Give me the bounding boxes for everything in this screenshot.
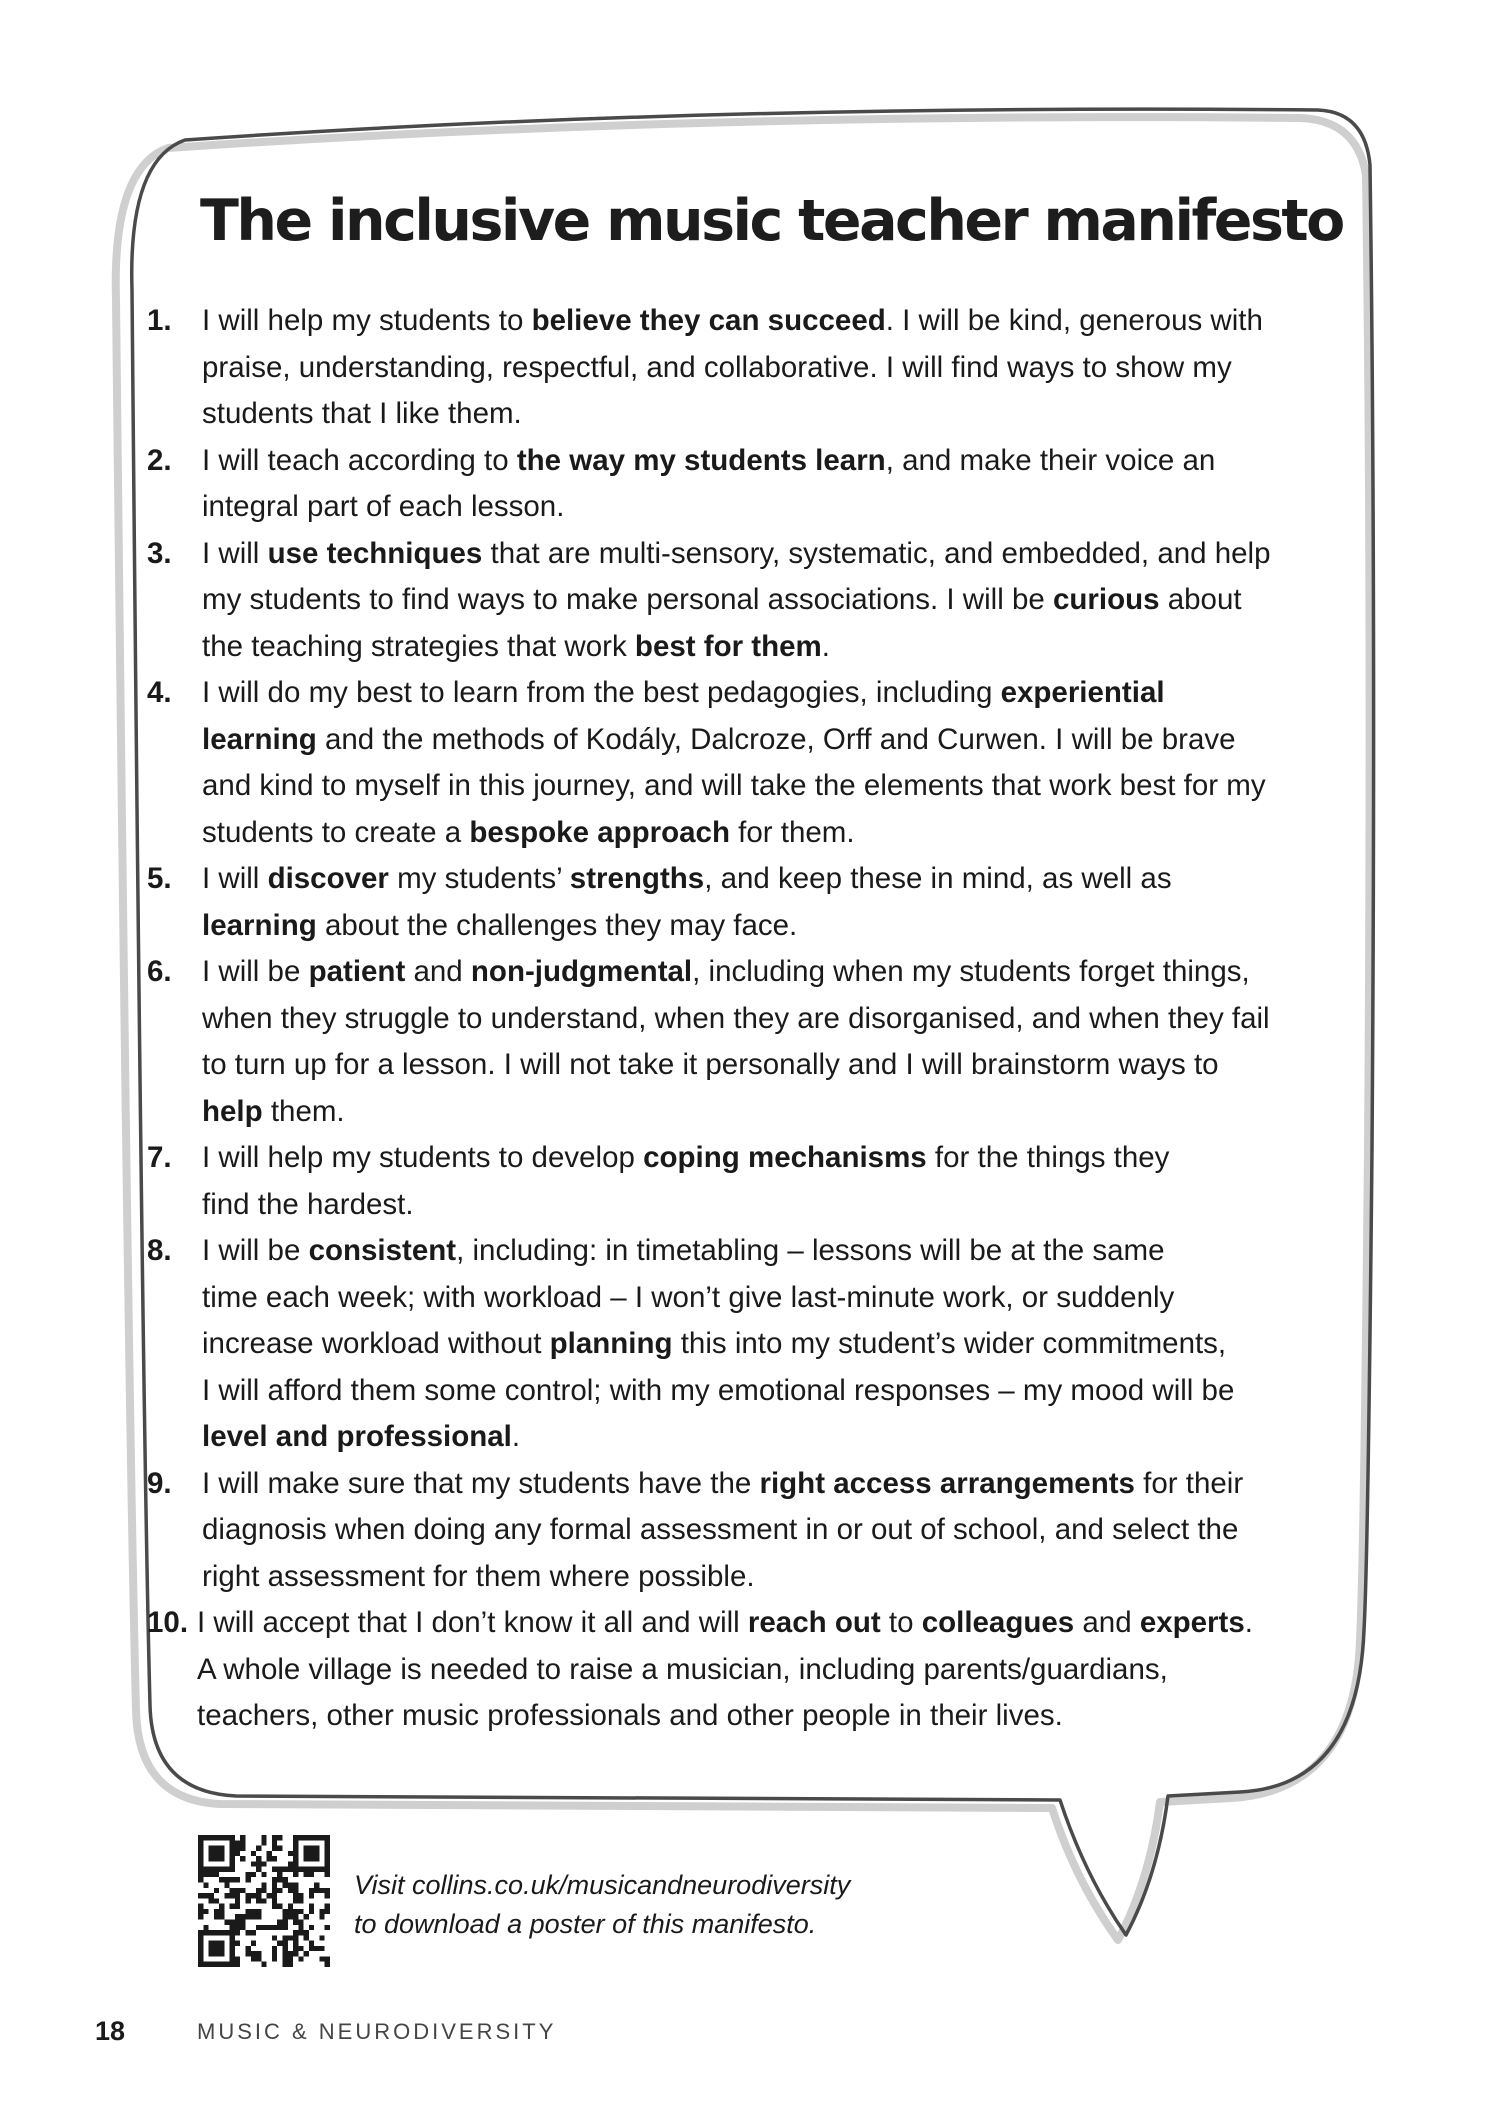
item-text: A whole village is needed to raise a musician, including parents/guardians, [197, 1652, 1168, 1686]
item-text: I will [202, 536, 268, 570]
item-text: and [1074, 1606, 1140, 1639]
emphasis-text: right access arrangements [759, 1466, 1135, 1500]
item-text: for the things they [926, 1141, 1170, 1174]
item-text: about the challenges they may face. [316, 908, 798, 942]
item-number: 7. [147, 1141, 172, 1174]
emphasis-text: help [202, 1094, 263, 1128]
item-text: to turn up for a lesson. I will not take it personally and I will brainstorm ways to [202, 1048, 1219, 1081]
item-text: . I will be kind, generous with [885, 304, 1263, 337]
emphasis-text: level and professional [202, 1420, 512, 1453]
item-number: 3. [147, 536, 172, 570]
emphasis-text: strengths [569, 862, 705, 895]
emphasis-text: planning [549, 1327, 673, 1360]
item-text: diagnosis when doing any formal assessment in or out of school, and select the [202, 1513, 1239, 1546]
item-text: I will afford them some control; with my emotional responses – my mood will be [202, 1373, 1235, 1407]
emphasis-text: coping mechanisms [643, 1141, 927, 1174]
manifesto-item-7 [147, 1135, 1322, 1228]
item-text: right assessment for them where possible. [202, 1559, 755, 1593]
emphasis-text: use techniques [267, 536, 483, 570]
item-text: and kind to myself in this journey, and will take the elements that work best for my [202, 769, 1266, 802]
item-text: this into my student’s wider commitments, [672, 1327, 1227, 1360]
item-text: . [1244, 1606, 1253, 1639]
item-text: , including: in timetabling – lessons will be at the same [456, 1234, 1165, 1267]
item-text: about [1159, 583, 1242, 616]
item-text: I will help my students to [202, 304, 532, 337]
manifesto-item-4 [147, 670, 1322, 856]
emphasis-text: learning [202, 908, 317, 942]
emphasis-text: the way my students learn [516, 443, 886, 477]
item-text: I will be [202, 955, 309, 988]
item-text: them. [262, 1094, 345, 1128]
emphasis-text: discover [267, 862, 389, 895]
download-note-line-2: to download a poster of this manifesto. [354, 1909, 817, 1939]
item-text: time each week; with workload – I won’t give last-minute work, or suddenly [202, 1280, 1175, 1314]
page-number: 18 [95, 2016, 126, 2046]
manifesto-item-2 [147, 438, 1322, 531]
emphasis-text: bespoke approach [469, 815, 730, 849]
item-text: and the methods of Kodály, Dalcroze, Orff and Curwen. I will be brave [316, 722, 1236, 756]
emphasis-text: learning [202, 722, 317, 756]
running-head: MUSIC & NEURODIVERSITY [197, 2019, 557, 2044]
item-text: my students to find ways to make personal associations. I will be [202, 583, 1053, 616]
item-text: to [880, 1606, 922, 1639]
item-number: 9. [147, 1466, 172, 1500]
emphasis-text: reach out [747, 1606, 881, 1639]
item-text: teachers, other music professionals and other people in their lives. [197, 1699, 1063, 1732]
item-text: . [821, 629, 830, 663]
emphasis-text: non-judgmental [470, 955, 693, 988]
item-text: for their [1134, 1466, 1244, 1500]
item-number: 1. [147, 304, 172, 337]
emphasis-text: best for them [634, 629, 822, 663]
manifesto-item-3 [147, 531, 1322, 671]
item-text: I will be [202, 1234, 309, 1267]
emphasis-text: curious [1052, 583, 1160, 616]
manifesto-item-9 [147, 1461, 1322, 1601]
item-text: increase workload without [202, 1327, 550, 1360]
item-text: , including when my students forget things, [692, 955, 1250, 988]
qr-code [198, 1835, 330, 1967]
emphasis-text: experts [1139, 1606, 1245, 1639]
item-text: praise, understanding, respectful, and collaborative. I will find ways to show my [202, 350, 1232, 384]
item-text: the teaching strategies that work [202, 629, 635, 663]
item-number: 2. [147, 443, 172, 477]
item-number: 5. [147, 862, 172, 895]
item-text: that are multi-sensory, systematic, and embedded, and help [482, 536, 1271, 570]
item-text: students that I like them. [202, 397, 522, 430]
manifesto-item-6 [147, 949, 1322, 1135]
manifesto-list [147, 298, 1322, 1740]
item-text: . [511, 1420, 521, 1453]
item-number: 10. [147, 1606, 189, 1639]
emphasis-text: patient [308, 955, 406, 988]
item-text: I will do my best to learn from the best pedagogies, including [202, 676, 1001, 709]
manifesto-item-1 [147, 298, 1322, 438]
item-text: I will accept that I don’t know it all and will [197, 1606, 748, 1639]
item-text: I will [202, 862, 268, 895]
emphasis-text: believe they can succeed [531, 304, 886, 337]
item-text: I will make sure that my students have the [202, 1466, 760, 1500]
item-text: my students’ [388, 862, 570, 895]
item-text: and [405, 955, 471, 988]
emphasis-text: colleagues [921, 1606, 1075, 1639]
item-number: 4. [147, 676, 172, 709]
manifesto-item-10 [147, 1600, 1322, 1740]
item-text: I will help my students to develop [202, 1141, 644, 1174]
manifesto-item-5 [147, 856, 1322, 949]
item-number: 6. [147, 955, 172, 988]
item-text: , and keep these in mind, as well as [704, 862, 1172, 895]
item-text: when they struggle to understand, when they are disorganised, and when they fail [202, 1001, 1270, 1035]
item-number: 8. [147, 1234, 172, 1267]
page-title: The inclusive music teacher manifesto [200, 188, 1343, 254]
manifesto-item-8 [147, 1228, 1322, 1461]
download-note-line-1: Visit collins.co.uk/musicandneurodiversity [354, 1870, 851, 1900]
download-note [354, 1866, 850, 1944]
item-text: find the hardest. [202, 1187, 414, 1221]
item-text: students to create a [202, 815, 470, 849]
item-text: for them. [729, 815, 855, 849]
item-text: I will teach according to [202, 443, 517, 477]
item-text: integral part of each lesson. [202, 490, 565, 523]
emphasis-text: consistent [308, 1234, 457, 1267]
emphasis-text: experiential [1000, 676, 1165, 709]
item-text: , and make their voice an [885, 443, 1216, 477]
